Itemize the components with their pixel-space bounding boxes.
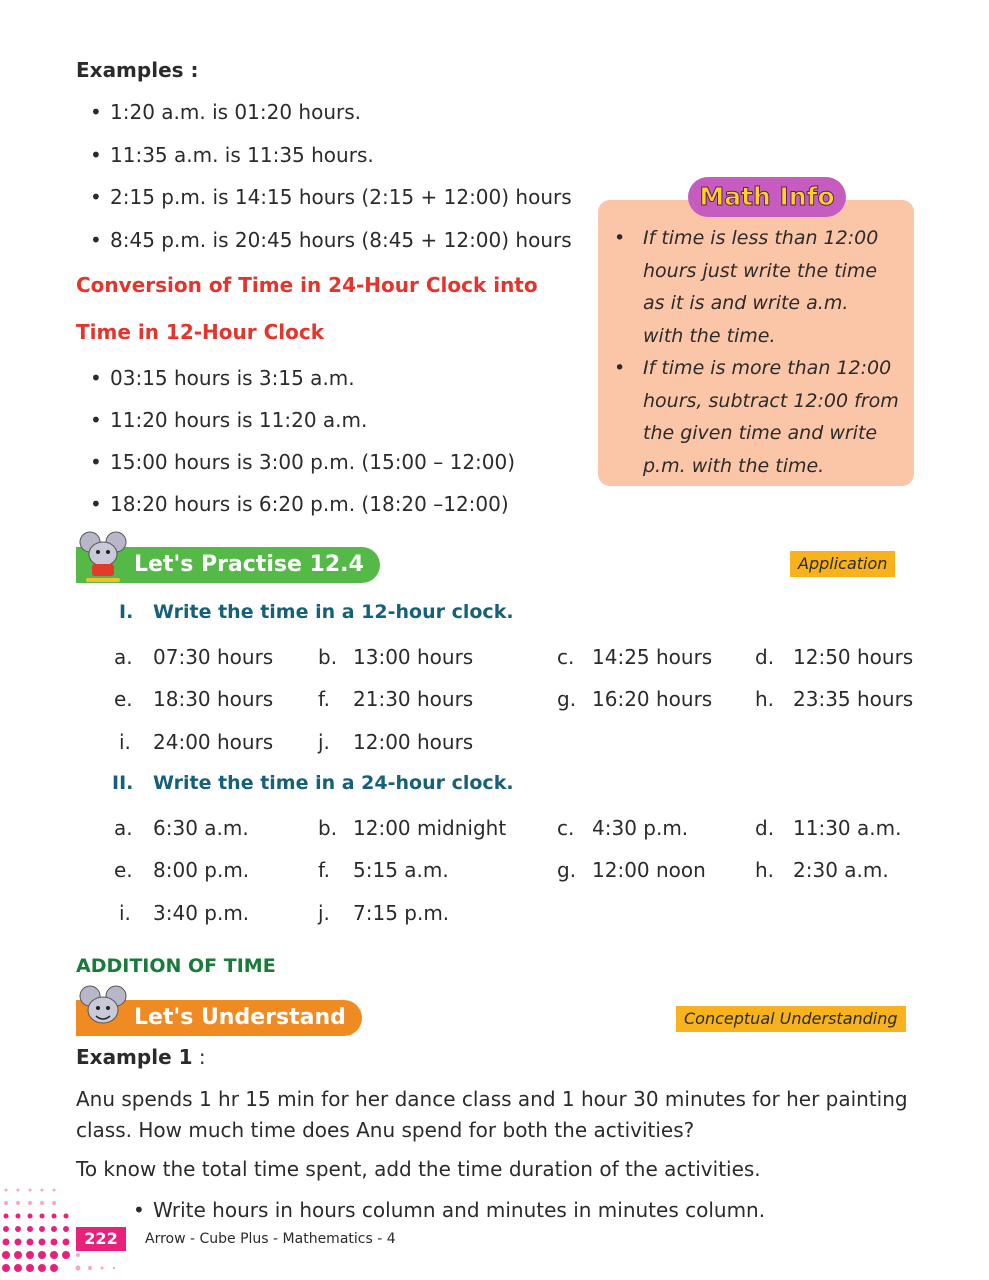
mouse-mascot-icon bbox=[78, 530, 128, 586]
understand-banner: Let's Understand bbox=[76, 1000, 362, 1036]
q1-item-value: 13:00 hours bbox=[353, 645, 474, 669]
q2-item-label: a. bbox=[114, 816, 133, 840]
conversion-heading-line1: Conversion of Time in 24-Hour Clock into bbox=[76, 273, 538, 297]
question-1-text: Write the time in a 12-hour clock. bbox=[153, 601, 514, 623]
q1-item-label: b. bbox=[318, 645, 338, 669]
math-info-line: the given time and write bbox=[643, 422, 878, 444]
example-item: • 11:35 a.m. is 11:35 hours. bbox=[110, 143, 374, 167]
decorative-dots-icon bbox=[0, 1160, 130, 1280]
math-info-title: Math Info bbox=[688, 177, 846, 217]
question-2-text: Write the time in a 24-hour clock. bbox=[153, 772, 514, 794]
math-info-point-2 bbox=[643, 352, 901, 482]
q1-item-label: i. bbox=[119, 730, 131, 754]
q2-item-label: b. bbox=[318, 816, 338, 840]
math-info-line: If time is less than 12:00 bbox=[643, 227, 879, 249]
q1-item-value: 16:20 hours bbox=[592, 687, 713, 711]
q2-item-value: 4:30 p.m. bbox=[592, 816, 689, 840]
math-info-line: If time is more than 12:00 bbox=[643, 357, 892, 379]
q2-item-value: 12:00 noon bbox=[592, 858, 706, 882]
q1-item-value: 12:50 hours bbox=[793, 645, 914, 669]
math-info-line: with the time. bbox=[643, 324, 776, 347]
q2-item-label: j. bbox=[318, 901, 330, 925]
q1-item-label: j. bbox=[318, 730, 330, 754]
math-info-line: p.m. with the time. bbox=[643, 454, 825, 477]
example-para-line: class. How much time does Anu spend for both the activities? bbox=[76, 1118, 695, 1142]
math-info-bullet-icon: • bbox=[614, 227, 626, 249]
q1-item-label: c. bbox=[557, 645, 575, 669]
q2-item-label: d. bbox=[755, 816, 775, 840]
q1-item-value: 12:00 hours bbox=[353, 730, 474, 754]
application-tag: Application bbox=[790, 551, 895, 577]
q2-item-label: e. bbox=[114, 858, 133, 882]
conversion-item: • 11:20 hours is 11:20 a.m. bbox=[110, 408, 367, 432]
math-info-point-1 bbox=[643, 222, 901, 352]
example-item: • 1:20 a.m. is 01:20 hours. bbox=[110, 100, 361, 124]
q1-item-label: d. bbox=[755, 645, 775, 669]
instruction-bullet: • Write hours in hours column and minutes in minutes column. bbox=[153, 1198, 765, 1222]
conversion-item: • 18:20 hours is 6:20 p.m. (18:20 –12:00) bbox=[110, 492, 509, 516]
math-info-line: hours just write the time bbox=[643, 259, 878, 282]
q2-item-label: g. bbox=[557, 858, 577, 882]
conversion-heading-line2: Time in 12-Hour Clock bbox=[76, 320, 325, 344]
q2-item-value: 7:15 p.m. bbox=[353, 901, 450, 925]
q1-item-label: h. bbox=[755, 687, 775, 711]
mouse-mascot-icon bbox=[78, 984, 128, 1032]
q2-item-label: i. bbox=[119, 901, 131, 925]
q1-item-label: a. bbox=[114, 645, 133, 669]
practise-banner: Let's Practise 12.4 bbox=[76, 547, 380, 583]
conversion-item: • 03:15 hours is 3:15 a.m. bbox=[110, 366, 355, 390]
book-title: Arrow - Cube Plus - Mathematics - 4 bbox=[145, 1231, 396, 1247]
math-info-line: hours, subtract 12:00 from bbox=[643, 389, 899, 412]
example-para-2: To know the total time spent, add the time duration of the activities. bbox=[76, 1157, 761, 1181]
examples-heading: Examples : bbox=[76, 58, 199, 82]
q2-item-value: 8:00 p.m. bbox=[153, 858, 250, 882]
q1-item-value: 23:35 hours bbox=[793, 687, 914, 711]
example-item: • 8:45 p.m. is 20:45 hours (8:45 + 12:00) hours bbox=[110, 228, 572, 252]
q2-item-value: 2:30 a.m. bbox=[793, 858, 889, 882]
page-number-badge: 222 bbox=[76, 1227, 126, 1251]
q2-item-value: 3:40 p.m. bbox=[153, 901, 250, 925]
q2-item-label: f. bbox=[318, 858, 330, 882]
q1-item-label: e. bbox=[114, 687, 133, 711]
q2-item-label: c. bbox=[557, 816, 575, 840]
q1-item-label: g. bbox=[557, 687, 577, 711]
q1-item-value: 07:30 hours bbox=[153, 645, 274, 669]
q2-item-value: 11:30 a.m. bbox=[793, 816, 902, 840]
q2-item-value: 5:15 a.m. bbox=[353, 858, 449, 882]
example-1-heading bbox=[76, 1045, 206, 1069]
example-item: • 2:15 p.m. is 14:15 hours (2:15 + 12:00) hours bbox=[110, 185, 572, 209]
q1-item-value: 14:25 hours bbox=[592, 645, 713, 669]
example-1-label: Example 1 bbox=[76, 1045, 193, 1069]
q1-item-value: 18:30 hours bbox=[153, 687, 274, 711]
question-2-label: II. bbox=[112, 772, 134, 794]
q2-item-label: h. bbox=[755, 858, 775, 882]
math-info-bullet-icon: • bbox=[614, 357, 626, 379]
question-1-label: I. bbox=[119, 601, 134, 623]
q2-item-value: 6:30 a.m. bbox=[153, 816, 249, 840]
conceptual-understanding-tag: Conceptual Understanding bbox=[676, 1006, 906, 1032]
example-para-line: Anu spends 1 hr 15 min for her dance class and 1 hour 30 minutes for her painting bbox=[76, 1087, 908, 1111]
q2-item-value: 12:00 midnight bbox=[353, 816, 507, 840]
conversion-item: • 15:00 hours is 3:00 p.m. (15:00 – 12:00) bbox=[110, 450, 515, 474]
q1-item-value: 21:30 hours bbox=[353, 687, 474, 711]
math-info-line: as it is and write a.m. bbox=[643, 292, 849, 314]
addition-heading: ADDITION OF TIME bbox=[76, 955, 276, 977]
example-1-colon: : bbox=[192, 1045, 206, 1069]
q1-item-value: 24:00 hours bbox=[153, 730, 274, 754]
q1-item-label: f. bbox=[318, 687, 330, 711]
